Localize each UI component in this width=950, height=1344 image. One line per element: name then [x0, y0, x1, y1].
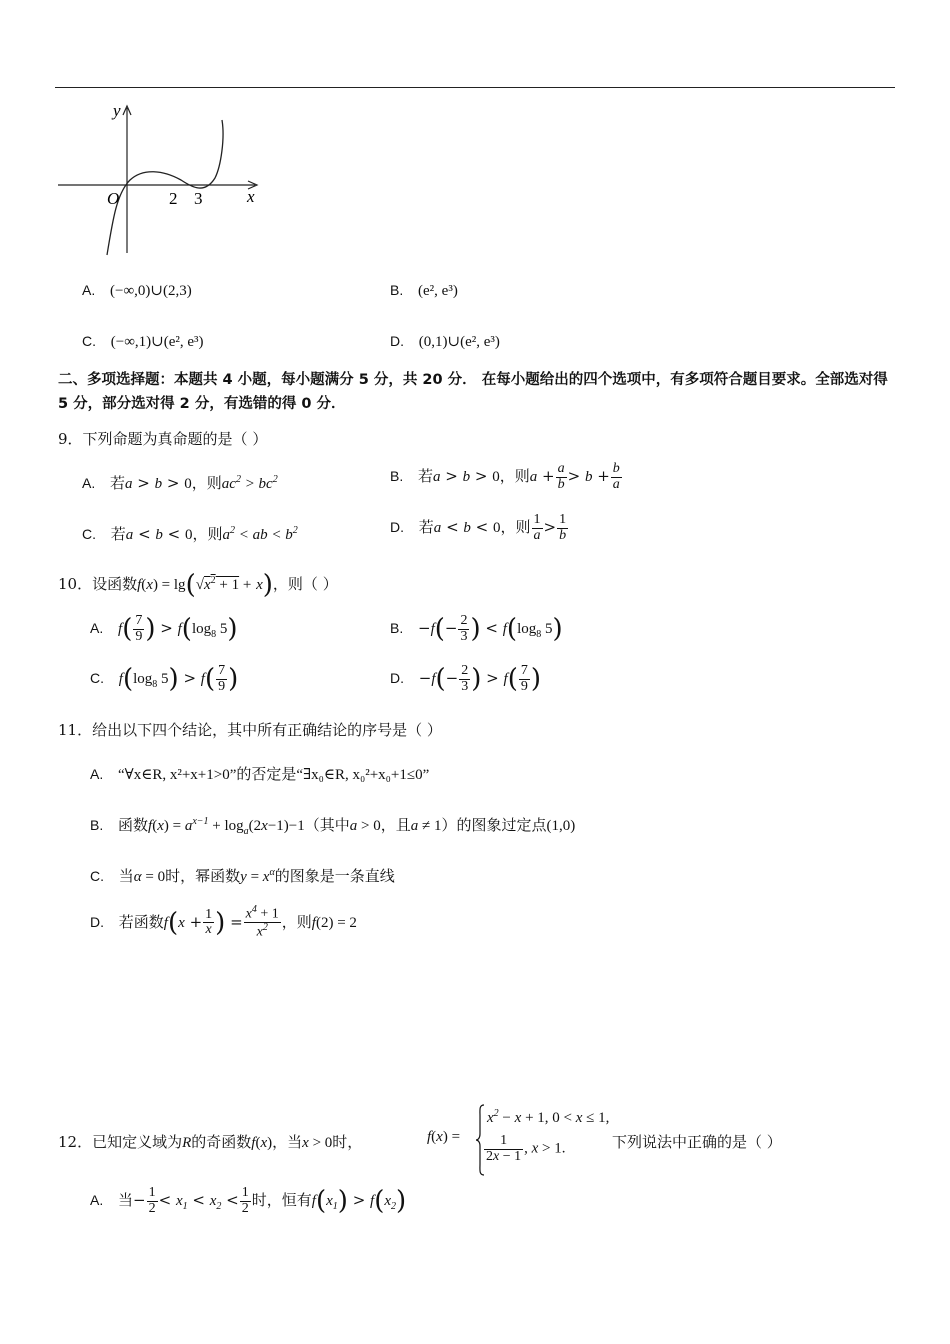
q8-option-b[interactable]	[390, 281, 458, 300]
stem-domain: R	[182, 1135, 192, 1151]
option-prefix: 函数	[118, 816, 149, 834]
option-label: A.	[82, 475, 96, 491]
q9-option-d[interactable]: D. 若a < b < 0，则 $\frac{1}{a}$ > $\frac{1}{b}$	[390, 512, 567, 543]
stem-mid2: ，当	[272, 1133, 303, 1151]
option-prefix: 若	[418, 518, 434, 537]
tick-2-label: 2	[169, 189, 178, 208]
option-prefix: 当	[118, 1191, 134, 1210]
option-text: (−∞,1)∪(e², e³)	[110, 334, 204, 350]
stem-prefix: 10．设函数	[58, 575, 138, 593]
option-text: (−∞,0)∪(2,3)	[110, 283, 192, 299]
q10-option-a[interactable]: A. f( $\frac{7}{9}$ ) > $f(\log_8$ 5)	[90, 613, 238, 645]
option-label: A.	[90, 620, 104, 637]
option-label: D.	[390, 670, 404, 687]
option-label: C.	[90, 868, 104, 884]
header-rule	[55, 87, 895, 88]
q11-option-c[interactable]: C. 当α = 0时，幂函数$y = x^\alpha$的图象是一条直线	[90, 867, 395, 885]
option-label: C.	[82, 333, 96, 349]
option-label: B.	[90, 817, 104, 833]
x-axis-label: x	[247, 187, 255, 206]
option-then: ，则	[499, 467, 530, 486]
option-label: B.	[390, 620, 404, 637]
option-text: “∀x∈R, x²+x+1>0”的否定是“∃x₀∈R, x₀²+x₀+1≤0”	[118, 767, 430, 783]
option-then: ，则	[191, 474, 222, 492]
q11-option-b[interactable]: B. 函数$f(x) = a^{x-1} + \log_a(2x-1)-1$（其中a > 0，且a ≠ 1）的图象过定点(1,0)	[90, 816, 576, 837]
stem-mid3: 时，	[332, 1133, 363, 1151]
q10-option-b[interactable]: B. −f(− $\frac{2}{3}$ ) < $f(\log_8$ 5)	[390, 613, 563, 645]
option-label: A.	[90, 766, 104, 782]
q10-stem: 10．设函数$f(x) = \lg(√x^2 + 1 + x)$，则（ ）	[58, 570, 338, 600]
option-suffix: 的图象是一条直线	[274, 867, 395, 885]
option-mid2: ，且	[380, 816, 411, 834]
option-label: B.	[390, 282, 404, 298]
q12-option-a[interactable]: A. 当− $\frac{1}{2}$ < $x_1 < x_2$ < $\frac{1}{2}$ 时，恒有$f(x_1) > f(x_2)$	[90, 1185, 407, 1217]
q12-stem: 12．已知定义域为R的奇函数f(x)，当x > 0时，	[58, 1133, 363, 1151]
q10-option-d[interactable]: D. −f(− $\frac{2}{3}$ ) > f( $\frac{7}{9}$ )	[390, 663, 541, 695]
option-text: (0,1)∪(e², e³)	[418, 334, 500, 350]
q11-option-d[interactable]: D. 若函数f(x + $\frac{1}{x}$ ) = $\frac{x^4 + 1}{x^2}$ ，则f(2) = 2	[90, 904, 357, 940]
option-label: D.	[390, 333, 404, 349]
option-prefix: 若	[110, 474, 126, 492]
option-suffix: ，则	[281, 912, 312, 931]
option-then: ，则	[500, 518, 531, 537]
option-label: B.	[390, 468, 404, 485]
q11-option-a[interactable]	[90, 763, 429, 784]
origin-label: O	[107, 189, 120, 208]
q8-option-d[interactable]	[390, 332, 500, 351]
function-graph	[55, 98, 275, 258]
y-axis-label: y	[113, 101, 121, 120]
option-suffix: ）的图象过定点	[441, 816, 547, 834]
stem-prefix: 12．已知定义域为	[58, 1133, 183, 1151]
q9-option-a[interactable]: A. 若a > b > 0，则$ac^2 > bc^2$	[82, 474, 278, 492]
option-label: A.	[90, 1192, 104, 1209]
option-prefix: 若函数	[118, 912, 164, 931]
q8-option-a[interactable]	[82, 281, 192, 300]
option-label: D.	[90, 913, 104, 930]
q9-option-c[interactable]: C. 若a < b < 0，则$a^2$ < ab < $b^2$	[82, 525, 298, 543]
stem-mid: 的奇函数	[191, 1133, 252, 1151]
q8-option-c[interactable]	[82, 332, 204, 351]
option-text: (e², e³)	[418, 283, 458, 299]
q10-option-c[interactable]: C. $f(\log_8$ 5) > f( $\frac{7}{9}$ )	[90, 663, 239, 695]
option-label: D.	[390, 519, 404, 536]
option-prefix: 若	[418, 467, 434, 486]
option-prefix: 若	[110, 525, 126, 543]
option-label: C.	[90, 670, 104, 687]
curve	[107, 120, 223, 255]
option-mid: 时，恒有	[251, 1191, 312, 1210]
option-prefix: 当	[118, 867, 134, 885]
q9-option-b[interactable]: B. 若a > b > 0，则a + $\frac{a}{b}$ > b + $\frac{b}{a}$	[390, 461, 620, 492]
option-label: C.	[82, 526, 96, 542]
q12-stem-suffix: 下列说法中正确的是（ ）	[612, 1133, 782, 1151]
stem-suffix: ，则（ ）	[272, 575, 338, 593]
option-label: A.	[82, 282, 96, 298]
option-mid: 时，幂函数	[165, 867, 241, 885]
section-2-heading: 二、多项选择题：本题共 4 小题，每小题满分 5 分，共 20 分． 在每小题给出的四个选项中，有多项符合题目要求。全部选对得 5 分，部分选对得 2 分，有选错的得 0 分．	[58, 372, 888, 412]
option-mid: （其中	[304, 816, 350, 834]
option-then: ，则	[192, 525, 223, 543]
tick-3-label: 3	[194, 189, 203, 208]
q9-stem: 9．下列命题为真命题的是（ ）	[58, 430, 268, 448]
q11-stem: 11．给出以下四个结论，其中所有正确结论的序号是（ ）	[58, 721, 442, 739]
